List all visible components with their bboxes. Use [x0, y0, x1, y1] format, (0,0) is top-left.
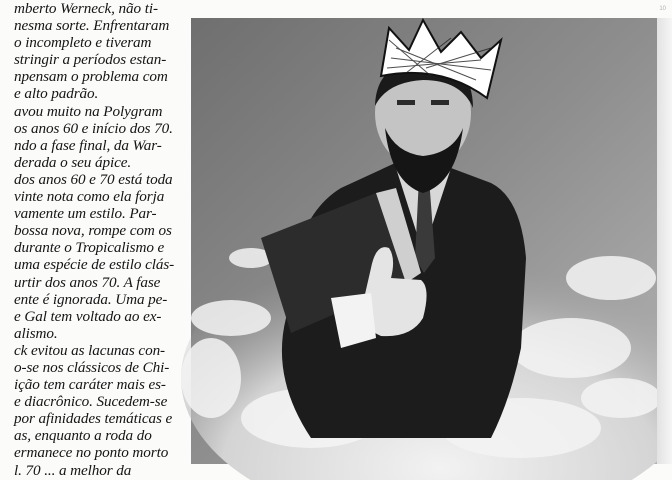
article-text-column	[14, 0, 194, 479]
article-line: vinte nota como ela forja	[14, 188, 165, 206]
article-line: ermanece no ponto morto	[14, 444, 169, 462]
article-line: ck evitou as lacunas con-	[14, 341, 166, 359]
article-line: bossa nova, rompe com os	[14, 222, 172, 240]
article-line: os anos 60 e início dos 70.	[14, 119, 173, 137]
article-line: mberto Werneck, não ti-	[14, 0, 158, 17]
article-line: ndo a fase final, da War-	[14, 136, 162, 154]
photo-man-with-crown	[191, 18, 658, 464]
article-line: o-se nos clássicos de Chi-	[14, 358, 170, 376]
article-line: npensam o problema com	[14, 68, 168, 86]
article-line: durante o Tropicalismo e	[14, 239, 165, 257]
article-line: por afinidades temáticas e	[14, 410, 173, 428]
article-line: e diacrônico. Sucedem-se	[14, 393, 168, 411]
article-line: e alto padrão.	[14, 85, 99, 103]
photo-illustration	[191, 18, 658, 464]
article-line: as, enquanto a roda do	[14, 427, 152, 445]
article-line: derada o seu ápice.	[14, 153, 132, 171]
page-number-mark: 10	[659, 6, 666, 12]
page-edge	[657, 18, 672, 464]
article-line: uma espécie de estilo clás-	[14, 256, 175, 274]
article-line: alismo.	[14, 324, 58, 342]
article-line: dos anos 60 e 70 está toda	[14, 170, 173, 188]
article-line: l. 70 ... a melhor da	[14, 461, 132, 479]
article-line: ente é ignorada. Uma pe-	[14, 290, 168, 308]
article-line: nesma sorte. Enfrentaram	[14, 17, 170, 35]
article-line: vamente um estilo. Par-	[14, 205, 157, 223]
article-line: ição tem caráter mais es-	[14, 376, 166, 394]
article-line: e Gal tem voltado ao ex-	[14, 307, 162, 325]
article-line: avou muito na Polygram	[14, 102, 163, 120]
article-line: stringir a períodos estan-	[14, 51, 167, 69]
article-line: urtir dos anos 70. A fase	[14, 273, 161, 291]
article-line: o incompleto e tiveram	[14, 34, 152, 52]
